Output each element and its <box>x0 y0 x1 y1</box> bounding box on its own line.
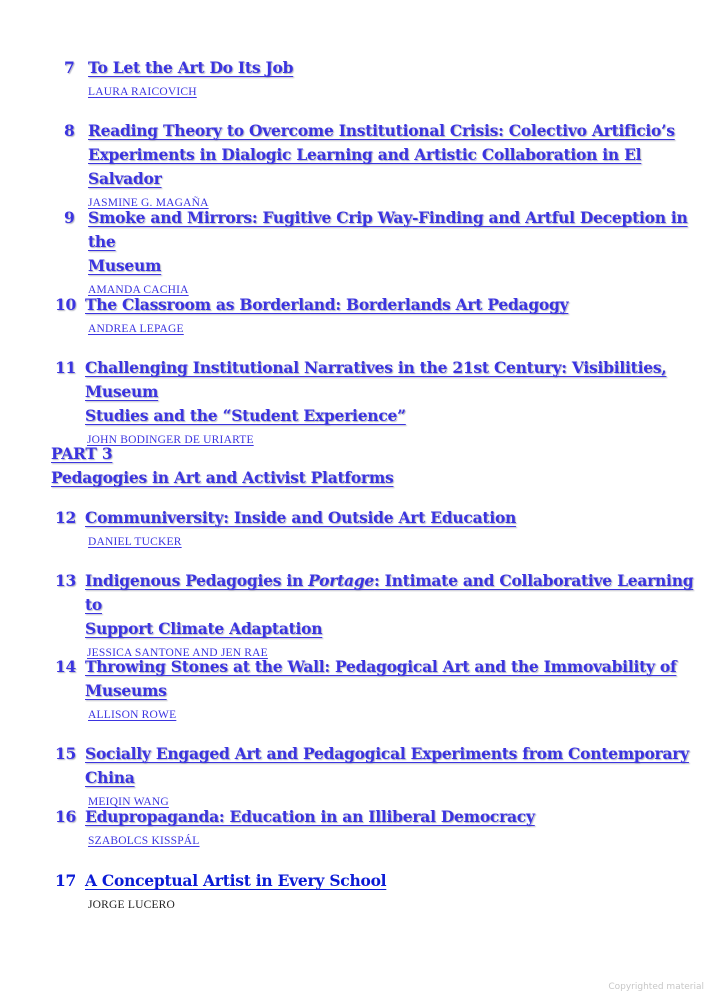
toc-entry-17 <box>55 869 386 912</box>
chapter-title-line-1: Throwing Stones at the Wall: Pedagogical Art and the Immovability of <box>85 657 677 676</box>
copyright-watermark: Copyrighted material <box>608 982 704 992</box>
chapter-author-link[interactable]: JESSICA SANTONE AND JEN RAE <box>87 647 268 659</box>
chapter-title-line-2: Experiments in Dialogic Learning and Artistic Collaboration in El Salvador <box>88 145 642 188</box>
toc-entry-9 <box>64 206 710 297</box>
chapter-author-link[interactable]: AMANDA CACHIA <box>88 284 189 296</box>
chapter-title: To Let the Art Do Its Job <box>88 58 294 77</box>
chapter-13-link[interactable] <box>55 569 710 641</box>
chapter-author-link[interactable]: ANDREA LEPAGE <box>88 323 184 335</box>
chapter-number: 10 <box>55 295 77 314</box>
chapter-12-link[interactable] <box>55 506 516 530</box>
chapter-author-link[interactable]: MEIQIN WANG <box>88 796 169 808</box>
chapter-number: 13 <box>55 571 77 590</box>
chapter-author-link[interactable]: JASMINE G. MAGAÑA <box>88 197 209 209</box>
toc-entry-8 <box>64 119 710 210</box>
chapter-title-line-1: Challenging Institutional Narratives in the 21st Century: Visibilities, Museum <box>85 358 667 401</box>
chapter-10-link[interactable] <box>55 293 568 317</box>
toc-entry-14 <box>55 655 676 722</box>
part-3-title-link[interactable]: Pedagogies in Art and Activist Platforms <box>51 468 394 487</box>
chapter-number: 16 <box>55 807 77 826</box>
toc-entry-13 <box>55 569 710 660</box>
chapter-title-line-1: Reading Theory to Overcome Institutional Crisis: Colectivo Artificio’s <box>88 121 675 140</box>
chapter-number: 9 <box>64 208 75 227</box>
chapter-title: A Conceptual Artist in Every School <box>85 871 387 890</box>
toc-entry-12 <box>55 506 516 549</box>
chapter-title-line-1: Smoke and Mirrors: Fugitive Crip Way-Finding and Artful Deception in the <box>88 208 688 251</box>
chapter-author-link[interactable]: LAURA RAICOVICH <box>88 86 197 98</box>
chapter-title-line-2: Support Climate Adaptation <box>85 619 323 638</box>
chapter-number: 12 <box>55 508 77 527</box>
toc-entry-11 <box>55 356 710 447</box>
chapter-15-link[interactable] <box>55 742 710 790</box>
chapter-title: Communiversity: Inside and Outside Art Education <box>85 508 517 527</box>
chapter-number: 8 <box>64 121 75 140</box>
chapter-title-line-2: Museums <box>85 681 167 700</box>
title-emphasis: Portage <box>308 571 375 590</box>
toc-entry-15 <box>55 742 710 809</box>
chapter-author-link[interactable]: JOHN BODINGER DE URIARTE <box>87 434 254 446</box>
toc-entry-7 <box>64 56 293 99</box>
chapter-title: Edupropaganda: Education in an Illiberal Democracy <box>85 807 535 826</box>
chapter-7-link[interactable] <box>64 56 293 80</box>
chapter-author: JORGE LUCERO <box>88 899 176 911</box>
chapter-14-link[interactable] <box>55 655 676 703</box>
chapter-author-link[interactable]: ALLISON ROWE <box>88 709 177 721</box>
chapter-title-line-2: Studies and the “Student Experience” <box>85 406 406 425</box>
chapter-title: The Classroom as Borderland: Borderlands Art Pedagogy <box>85 295 569 314</box>
chapter-number: 11 <box>55 358 77 377</box>
chapter-11-link[interactable] <box>55 356 710 428</box>
toc-entry-16 <box>55 805 535 848</box>
chapter-number: 17 <box>55 871 77 890</box>
part-3-label-link[interactable]: PART 3 <box>51 444 113 463</box>
chapter-number: 14 <box>55 657 77 676</box>
chapter-title-line-1 <box>85 569 710 617</box>
title-part: Indigenous Pedagogies in <box>85 571 309 590</box>
chapter-17-link[interactable] <box>55 869 386 893</box>
chapter-title-line-2: Museum <box>88 256 162 275</box>
chapter-number: 7 <box>64 58 75 77</box>
chapter-8-link[interactable] <box>64 119 710 191</box>
chapter-author-link[interactable]: SZABOLCS KISSPÁL <box>88 835 200 847</box>
chapter-number: 15 <box>55 744 77 763</box>
chapter-title: Socially Engaged Art and Pedagogical Experiments from Contemporary China <box>85 744 689 787</box>
title-part: : Intimate and Collaborative Learning to <box>85 571 694 614</box>
toc-entry-10 <box>55 293 568 336</box>
chapter-author-link[interactable]: DANIEL TUCKER <box>88 536 182 548</box>
chapter-16-link[interactable] <box>55 805 535 829</box>
chapter-9-link[interactable] <box>64 206 710 278</box>
